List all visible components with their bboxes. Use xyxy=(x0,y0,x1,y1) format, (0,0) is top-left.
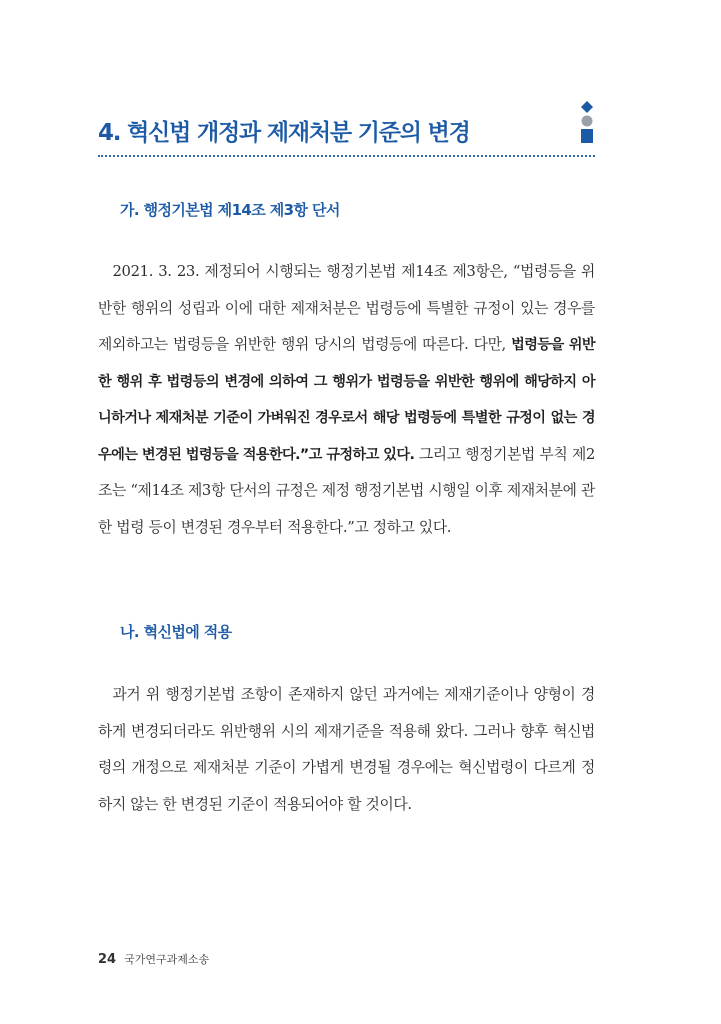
section-b-paragraph xyxy=(98,677,595,823)
section-heading-a: 가. 행정기본법 제14조 제3항 단서 xyxy=(120,201,340,219)
book-title: 국가연구과제소송 xyxy=(124,953,210,966)
diamond-circle-square-icon xyxy=(579,101,595,145)
paragraph-text: 과거 위 행정기본법 조항이 존재하지 않던 과거에는 제재기준이나 양형이 경하게 변경되더라도 위반행위 시의 제재기준을 적용해 왔다. 그러나 향후 혁신법령의 개정으로 제재처분 기준이 가볍게 변경될 경우에는 혁신법령이 다르게 정하지 않는 한 변경된 기준이 적용되어야 할 것이다. xyxy=(98,686,595,813)
paragraph-bold-text: 법령등을 위반한 행위 후 법령등의 변경에 의하여 그 행위가 법령등을 위반한 행위에 해당하지 아니하거나 제재처분 기준이 가벼워진 경우로서 해당 법령등에 특별한 규정이 없는 경우에는 변경된 법령등을 적용한다.”고 규정하고 있다. xyxy=(98,337,595,463)
section-heading-b: 나. 혁신법에 적용 xyxy=(120,623,232,641)
page-number: 24 xyxy=(98,952,117,967)
section-a-paragraph xyxy=(98,254,595,546)
paragraph-lead-text: 2021. 3. 23. 제정되어 시행되는 행정기본법 제14조 제3항은, “법령등을 위반한 행위의 성립과 이에 대한 제재처분은 법령등에 특별한 규정이 있는 경우를 제외하고는 법령등을 위반한 행위 당시의 법령등에 따른다. 다만, xyxy=(98,263,595,353)
dotted-divider xyxy=(98,155,595,157)
paragraph-tail-text: 그리고 행정기본법 부칙 제2조는 “제14조 제3항 단서의 규정은 제정 행정기본법 시행일 이후 제재처분에 관한 법령 등이 변경된 경우부터 적용한다.”고 정하고 있다. xyxy=(98,445,595,536)
chapter-title: 4. 혁신법 개정과 제재처분 기준의 변경 xyxy=(98,120,470,146)
page-footer xyxy=(98,951,209,967)
